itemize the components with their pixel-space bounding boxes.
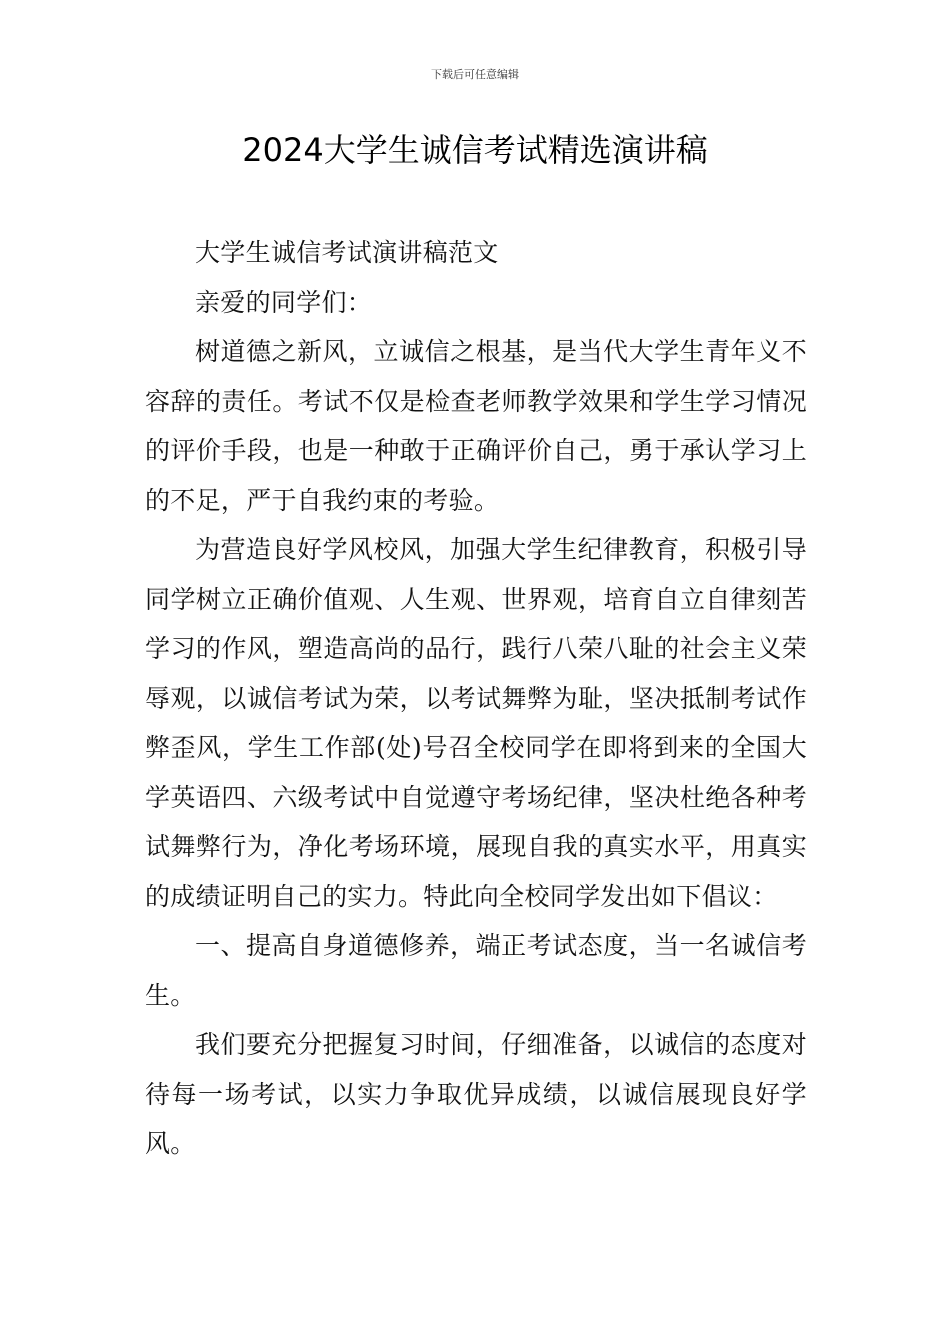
- header-note: 下载后可任意编辑: [431, 68, 519, 81]
- paragraph: 我们要充分把握复习时间，仔细准备，以诚信的态度对待每一场考试，以实力争取优异成绩，以诚信展现良好学风。: [145, 1030, 807, 1158]
- paragraph: 一、提高自身道德修养，端正考试态度，当一名诚信考生。: [145, 931, 807, 1010]
- paragraph-subtitle: 大学生诚信考试演讲稿范文: [195, 238, 499, 267]
- paragraph: 树道德之新风，立诚信之根基，是当代大学生青年义不容辞的责任。考试不仅是检查老师教学效果和学生学习情况的评价手段，也是一种敢于正确评价自己，勇于承认学习上的不足，严于自我约束的考验。: [145, 337, 807, 515]
- document-body: [145, 228, 807, 1169]
- document-title: 2024大学生诚信考试精选演讲稿: [242, 131, 708, 169]
- paragraph: 为营造良好学风校风，加强大学生纪律教育，积极引导同学树立正确价值观、人生观、世界观，培育自立自律刻苦学习的作风，塑造高尚的品行，践行八荣八耻的社会主义荣辱观，以诚信考试为荣，以考试舞弊为耻，坚决抵制考试作弊歪风，学生工作部(处)号召全校同学在即将到来的全国大学英语四、六级考试中自觉遵守考场纪律，坚决杜绝各种考试舞弊行为，净化考场环境，展现自我的真实水平，用真实的成绩证明自己的实力。特此向全校同学发出如下倡议：: [145, 535, 807, 911]
- paragraph-salutation: 亲爱的同学们：: [195, 287, 373, 317]
